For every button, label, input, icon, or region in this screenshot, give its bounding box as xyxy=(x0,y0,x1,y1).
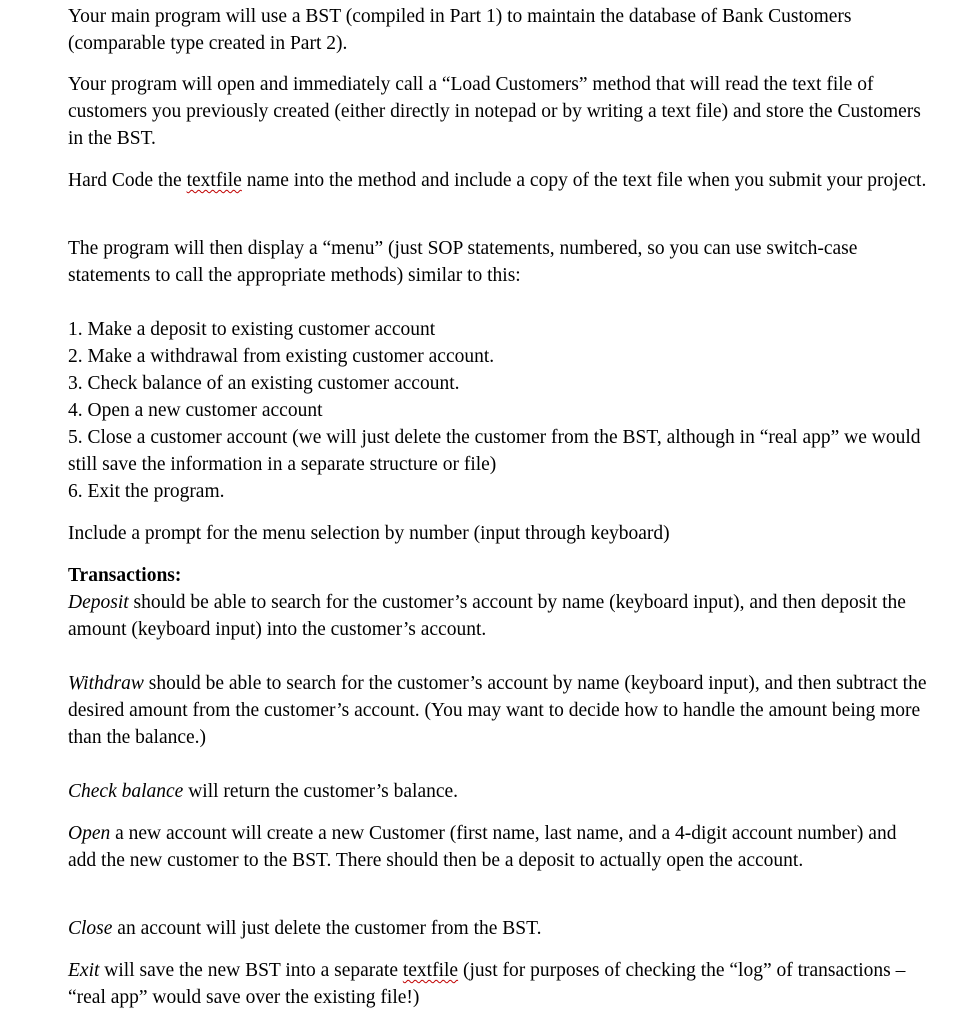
menu-item-withdrawal: 2. Make a withdrawal from existing customer account. xyxy=(68,346,495,367)
load-customers-text: Your program will open and immediately call a “Load Customers” method that will read the text file of customers you previously created (either directly in notepad or by writing a text file) and store the Customers in the BST. xyxy=(68,74,921,149)
exit-text-after: (just for purposes of checking the “log” of transactions – “real app” would save over the existing file!) xyxy=(68,960,906,1008)
exit-paragraph xyxy=(68,957,928,1011)
withdraw-paragraph xyxy=(68,670,928,751)
spelling-flagged-word: textfile xyxy=(402,960,459,981)
hard-code-paragraph xyxy=(68,167,928,194)
check-balance-paragraph xyxy=(68,778,928,805)
spelling-flagged-word: textfile xyxy=(186,170,242,191)
menu-intro-text: The program will then display a “menu” (just SOP statements, numbered, so you can use switch-case statements to call the appropriate methods) similar to this: xyxy=(68,238,858,286)
menu-item-close-account: 5. Close a customer account (we will just delete the customer from the BST, although in “real app” we would still save the information in a separate structure or file) xyxy=(68,427,921,475)
open-text: a new account will create a new Customer (first name, last name, and a 4-digit account number) and add the new customer to the BST. There should then be a deposit to actually open the account. xyxy=(68,823,897,871)
transactions-deposit-paragraph xyxy=(68,562,928,643)
exit-text-before: will save the new BST into a separate xyxy=(99,960,403,981)
menu-list xyxy=(68,316,928,505)
withdraw-text: should be able to search for the customer’s account by name (keyboard input), and then subtract the desired amount from the customer’s account. (You may want to decide how to handle the amount being more than the balance.) xyxy=(68,673,927,748)
menu-item-open-account: 4. Open a new customer account xyxy=(68,400,323,421)
intro-paragraph xyxy=(68,3,928,57)
close-account-paragraph xyxy=(68,915,928,942)
withdraw-term: Withdraw xyxy=(68,673,144,694)
transactions-heading: Transactions: xyxy=(68,565,182,586)
check-balance-term: Check balance xyxy=(68,781,184,802)
exit-term: Exit xyxy=(68,960,100,981)
load-customers-paragraph xyxy=(68,71,928,152)
check-balance-text: will return the customer’s balance. xyxy=(183,781,459,802)
open-term: Open xyxy=(68,823,111,844)
menu-item-deposit: 1. Make a deposit to existing customer account xyxy=(68,319,436,340)
deposit-text: should be able to search for the customer’s account by name (keyboard input), and then deposit the amount (keyboard input) into the customer’s account. xyxy=(68,592,906,640)
close-text: an account will just delete the customer from the BST. xyxy=(112,918,542,939)
intro-text: Your main program will use a BST (compiled in Part 1) to maintain the database of Bank Customers (comparable type created in Part 2). xyxy=(68,6,852,54)
hard-code-text-before: Hard Code the xyxy=(68,170,187,191)
prompt-text: Include a prompt for the menu selection by number (input through keyboard) xyxy=(68,523,670,544)
hard-code-text-after: name into the method and include a copy of the text file when you submit your project. xyxy=(241,170,927,191)
menu-item-check-balance: 3. Check balance of an existing customer account. xyxy=(68,373,460,394)
open-account-paragraph xyxy=(68,820,928,874)
menu-intro-paragraph xyxy=(68,235,928,289)
deposit-term: Deposit xyxy=(68,592,129,613)
prompt-paragraph xyxy=(68,520,928,547)
menu-item-exit: 6. Exit the program. xyxy=(68,481,225,502)
close-term: Close xyxy=(68,918,113,939)
